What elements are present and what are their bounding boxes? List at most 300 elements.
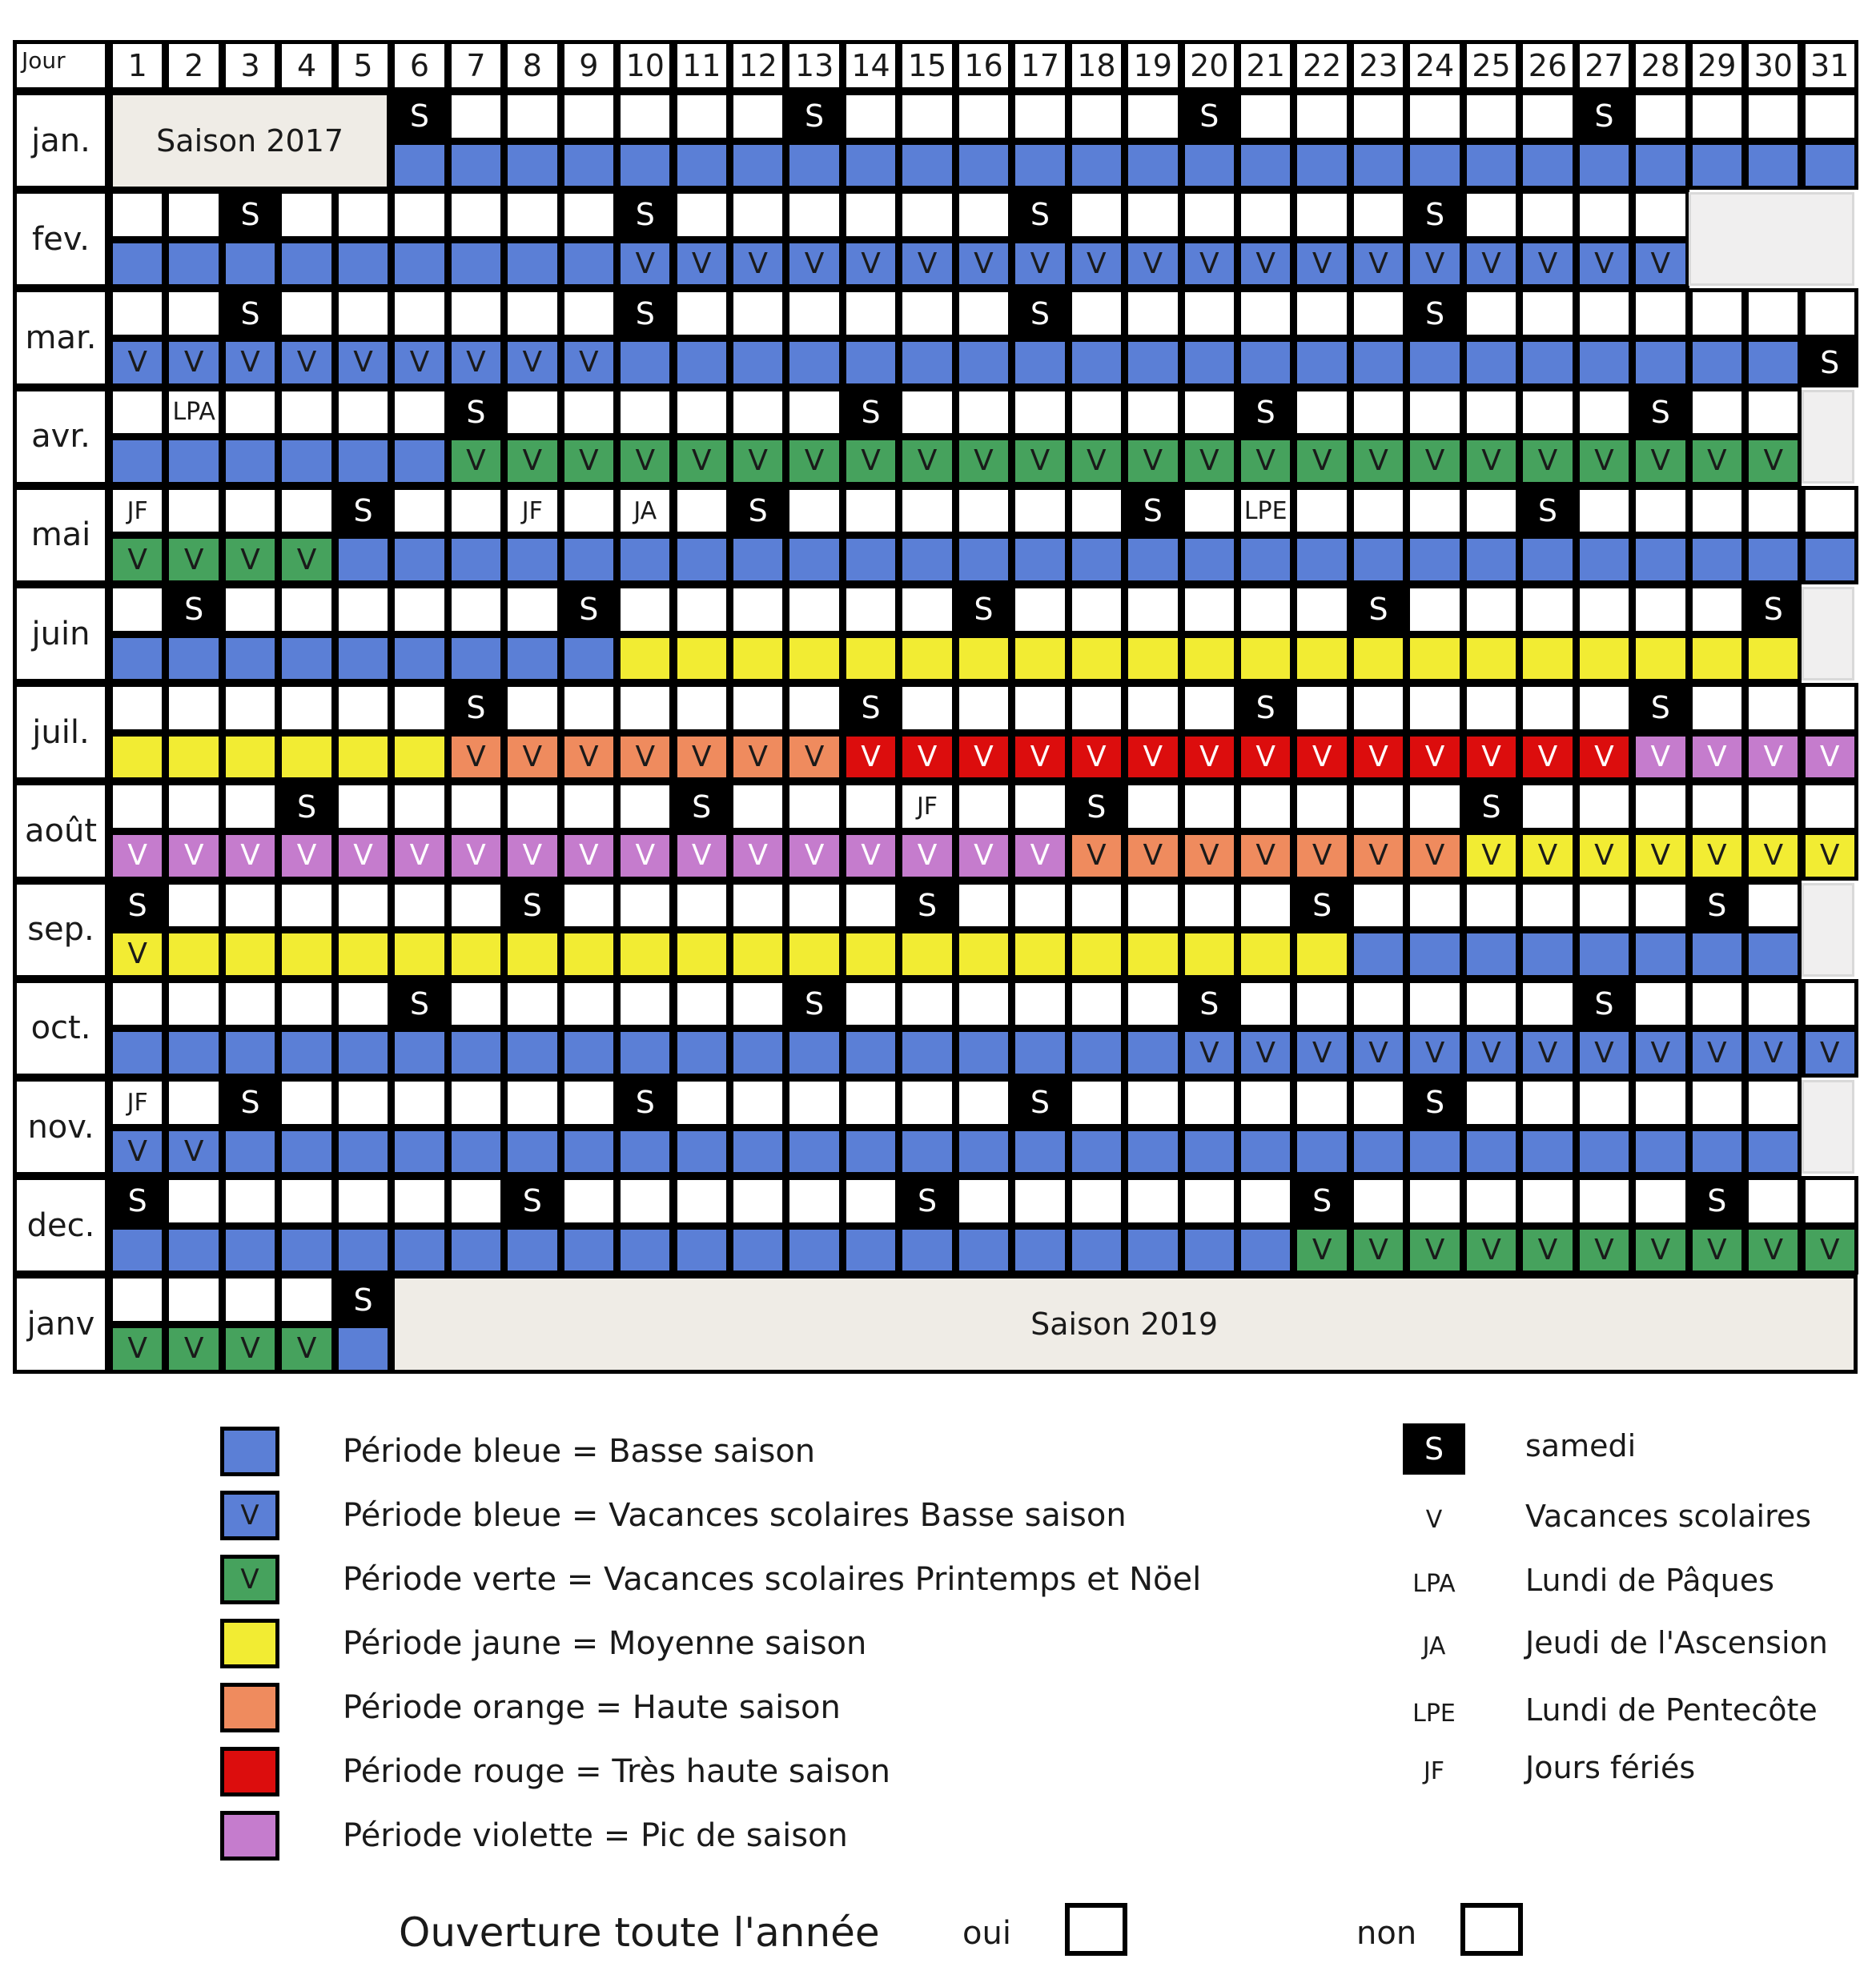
period-cell-violet[interactable]: V: [335, 831, 392, 881]
day-cell[interactable]: [278, 486, 335, 536]
period-cell-yellow[interactable]: [504, 929, 560, 979]
period-cell-blue[interactable]: V: [1068, 239, 1125, 289]
period-cell-blue[interactable]: [1237, 1127, 1294, 1177]
period-cell-blue[interactable]: [560, 1028, 617, 1078]
saturday-cell[interactable]: S: [165, 584, 222, 635]
period-cell-green[interactable]: V: [729, 436, 786, 486]
period-cell-blue[interactable]: [785, 535, 842, 584]
day-cell[interactable]: [617, 683, 673, 733]
period-cell-blue[interactable]: [1519, 929, 1576, 979]
day-cell[interactable]: [222, 683, 279, 733]
day-cell[interactable]: [898, 683, 955, 733]
day-cell[interactable]: [335, 979, 392, 1030]
saturday-cell[interactable]: S: [1519, 486, 1576, 536]
day-cell[interactable]: [898, 979, 955, 1030]
period-cell-yellow[interactable]: [673, 929, 730, 979]
day-cell[interactable]: [504, 190, 560, 240]
saturday-cell[interactable]: S: [560, 584, 617, 635]
day-cell[interactable]: [1463, 190, 1520, 240]
period-cell-blue[interactable]: V: [898, 239, 955, 289]
day-cell[interactable]: [448, 979, 504, 1030]
period-cell-blue[interactable]: [1011, 1028, 1068, 1078]
day-cell[interactable]: [1576, 486, 1633, 536]
period-cell-violet[interactable]: V: [1632, 733, 1689, 782]
day-cell[interactable]: [673, 190, 730, 240]
day-cell[interactable]: [1576, 683, 1633, 733]
period-cell-green[interactable]: V: [1293, 1226, 1350, 1275]
day-cell[interactable]: [1576, 1176, 1633, 1226]
day-cell[interactable]: [278, 1176, 335, 1226]
period-cell-blue[interactable]: [335, 1127, 392, 1177]
period-cell-blue[interactable]: [1124, 1028, 1181, 1078]
period-cell-blue[interactable]: [1689, 141, 1745, 191]
day-cell[interactable]: [1689, 387, 1745, 438]
day-cell[interactable]: [1689, 979, 1745, 1030]
day-cell[interactable]: [278, 1275, 335, 1325]
day-cell[interactable]: [222, 584, 279, 635]
saturday-cell[interactable]: S: [955, 584, 1012, 635]
period-cell-green[interactable]: V: [278, 1324, 335, 1374]
period-cell-violet[interactable]: V: [1011, 831, 1068, 881]
period-cell-yellow[interactable]: [1068, 929, 1125, 979]
period-cell-green[interactable]: V: [222, 535, 279, 584]
day-cell[interactable]: [1463, 1176, 1520, 1226]
day-cell[interactable]: [1802, 1176, 1858, 1226]
day-cell[interactable]: [391, 190, 448, 240]
period-cell-blue[interactable]: [448, 634, 504, 684]
period-cell-blue[interactable]: [448, 141, 504, 191]
day-cell[interactable]: [1689, 486, 1745, 536]
period-cell-violet[interactable]: V: [842, 831, 899, 881]
day-cell[interactable]: [1068, 881, 1125, 931]
period-cell-blue[interactable]: [1463, 338, 1520, 387]
day-cell[interactable]: [785, 486, 842, 536]
period-cell-orange[interactable]: V: [1068, 831, 1125, 881]
day-cell[interactable]: [1068, 683, 1125, 733]
day-cell[interactable]: [278, 288, 335, 339]
day-cell[interactable]: [1689, 91, 1745, 142]
period-cell-yellow[interactable]: [1237, 634, 1294, 684]
day-cell[interactable]: [391, 486, 448, 536]
day-cell[interactable]: [278, 190, 335, 240]
day-cell[interactable]: [448, 881, 504, 931]
period-cell-green[interactable]: V: [109, 1324, 166, 1374]
period-cell-blue[interactable]: [1745, 535, 1802, 584]
period-cell-blue[interactable]: [955, 1127, 1012, 1177]
day-cell[interactable]: [1350, 1078, 1407, 1128]
period-cell-yellow[interactable]: [165, 733, 222, 782]
period-cell-green[interactable]: V: [1181, 436, 1238, 486]
saturday-cell[interactable]: S: [335, 1275, 392, 1325]
period-cell-blue[interactable]: [1124, 535, 1181, 584]
day-cell[interactable]: [729, 190, 786, 240]
day-cell[interactable]: [617, 781, 673, 832]
period-cell-blue[interactable]: [1463, 929, 1520, 979]
day-cell[interactable]: [165, 486, 222, 536]
period-cell-blue[interactable]: [335, 239, 392, 289]
period-cell-blue[interactable]: V: [1124, 239, 1181, 289]
period-cell-red[interactable]: V: [1293, 733, 1350, 782]
oui-checkbox[interactable]: [1065, 1903, 1127, 1956]
period-cell-yellow[interactable]: [560, 929, 617, 979]
period-cell-blue[interactable]: [1011, 338, 1068, 387]
day-cell[interactable]: [165, 781, 222, 832]
day-cell[interactable]: [165, 190, 222, 240]
period-cell-yellow[interactable]: [1124, 634, 1181, 684]
period-cell-blue[interactable]: V: [1293, 239, 1350, 289]
saturday-cell[interactable]: S: [1011, 190, 1068, 240]
period-cell-violet[interactable]: V: [1802, 733, 1858, 782]
period-cell-green[interactable]: V: [1350, 1226, 1407, 1275]
period-cell-yellow[interactable]: [617, 634, 673, 684]
period-cell-green[interactable]: V: [955, 436, 1012, 486]
period-cell-orange[interactable]: V: [1350, 831, 1407, 881]
period-cell-blue[interactable]: [560, 634, 617, 684]
period-cell-violet[interactable]: V: [278, 831, 335, 881]
period-cell-yellow[interactable]: [785, 929, 842, 979]
day-cell[interactable]: [1463, 1078, 1520, 1128]
period-cell-green[interactable]: V: [1463, 1226, 1520, 1275]
saturday-cell[interactable]: S: [278, 781, 335, 832]
day-cell[interactable]: [1406, 781, 1463, 832]
day-cell[interactable]: [1124, 1176, 1181, 1226]
day-cell[interactable]: [1576, 288, 1633, 339]
day-cell[interactable]: [109, 387, 166, 438]
day-cell[interactable]: [955, 387, 1012, 438]
period-cell-blue[interactable]: [1293, 535, 1350, 584]
day-cell[interactable]: [1519, 91, 1576, 142]
day-cell[interactable]: [1068, 1078, 1125, 1128]
day-cell[interactable]: [1519, 288, 1576, 339]
day-cell[interactable]: [955, 781, 1012, 832]
day-cell[interactable]: [1406, 1176, 1463, 1226]
period-cell-blue[interactable]: V: [1689, 1028, 1745, 1078]
saturday-cell[interactable]: S: [504, 1176, 560, 1226]
period-cell-blue[interactable]: [504, 239, 560, 289]
period-cell-blue[interactable]: [842, 1028, 899, 1078]
period-cell-blue[interactable]: [785, 1226, 842, 1275]
day-cell[interactable]: [1350, 1176, 1407, 1226]
saturday-cell[interactable]: S: [109, 1176, 166, 1226]
day-cell[interactable]: [391, 584, 448, 635]
day-cell[interactable]: [842, 881, 899, 931]
period-cell-violet[interactable]: V: [673, 831, 730, 881]
day-cell[interactable]: [617, 1176, 673, 1226]
period-cell-blue[interactable]: [1689, 1127, 1745, 1177]
period-cell-red[interactable]: V: [898, 733, 955, 782]
day-cell[interactable]: [1181, 881, 1238, 931]
period-cell-blue[interactable]: V: [109, 338, 166, 387]
period-cell-blue[interactable]: V: [1632, 1028, 1689, 1078]
period-cell-green[interactable]: V: [165, 1324, 222, 1374]
period-cell-green[interactable]: V: [1068, 436, 1125, 486]
day-cell[interactable]: [448, 781, 504, 832]
period-cell-green[interactable]: V: [673, 436, 730, 486]
saturday-cell[interactable]: S: [504, 881, 560, 931]
day-cell[interactable]: [448, 190, 504, 240]
period-cell-blue[interactable]: [617, 338, 673, 387]
saturday-cell[interactable]: S: [673, 781, 730, 832]
period-cell-blue[interactable]: [560, 535, 617, 584]
period-cell-yellow[interactable]: [842, 929, 899, 979]
period-cell-red[interactable]: V: [1124, 733, 1181, 782]
day-cell[interactable]: [1632, 1176, 1689, 1226]
period-cell-yellow[interactable]: [335, 733, 392, 782]
period-cell-yellow[interactable]: [1181, 929, 1238, 979]
day-cell[interactable]: [955, 1078, 1012, 1128]
day-cell[interactable]: [1632, 979, 1689, 1030]
period-cell-violet[interactable]: V: [898, 831, 955, 881]
period-cell-green[interactable]: V: [1463, 436, 1520, 486]
period-cell-blue[interactable]: [1293, 1127, 1350, 1177]
day-cell[interactable]: [1181, 288, 1238, 339]
day-cell[interactable]: [1632, 91, 1689, 142]
period-cell-blue[interactable]: [955, 141, 1012, 191]
day-cell[interactable]: [1237, 584, 1294, 635]
day-cell[interactable]: [1406, 91, 1463, 142]
day-cell[interactable]: [109, 584, 166, 635]
day-cell[interactable]: [222, 1176, 279, 1226]
saturday-cell[interactable]: S: [898, 881, 955, 931]
period-cell-red[interactable]: V: [1068, 733, 1125, 782]
period-cell-blue[interactable]: [617, 1226, 673, 1275]
period-cell-yellow[interactable]: V: [1802, 831, 1858, 881]
day-cell[interactable]: [1745, 387, 1802, 438]
saturday-cell[interactable]: S: [222, 190, 279, 240]
period-cell-blue[interactable]: [109, 1226, 166, 1275]
period-cell-blue[interactable]: [335, 1226, 392, 1275]
day-cell[interactable]: [898, 584, 955, 635]
period-cell-yellow[interactable]: [673, 634, 730, 684]
period-cell-blue[interactable]: [842, 1226, 899, 1275]
day-cell[interactable]: [335, 881, 392, 931]
day-cell[interactable]: [165, 1176, 222, 1226]
day-cell[interactable]: [1124, 683, 1181, 733]
period-cell-blue[interactable]: V: [1576, 1028, 1633, 1078]
day-cell[interactable]: [785, 288, 842, 339]
period-cell-yellow[interactable]: [109, 733, 166, 782]
day-cell[interactable]: [504, 1078, 560, 1128]
day-cell[interactable]: [729, 91, 786, 142]
period-cell-blue[interactable]: V: [673, 239, 730, 289]
period-cell-yellow[interactable]: [1293, 929, 1350, 979]
day-cell[interactable]: [1745, 91, 1802, 142]
day-cell[interactable]: [842, 979, 899, 1030]
period-cell-blue[interactable]: [391, 1127, 448, 1177]
day-cell[interactable]: [335, 1078, 392, 1128]
period-cell-blue[interactable]: [1124, 1127, 1181, 1177]
day-cell[interactable]: [391, 781, 448, 832]
saturday-cell[interactable]: S: [1689, 1176, 1745, 1226]
period-cell-green[interactable]: V: [165, 535, 222, 584]
period-cell-green[interactable]: V: [1237, 436, 1294, 486]
period-cell-yellow[interactable]: [391, 929, 448, 979]
day-cell[interactable]: [617, 91, 673, 142]
day-cell[interactable]: [1802, 91, 1858, 142]
period-cell-yellow[interactable]: [1689, 634, 1745, 684]
period-cell-blue[interactable]: [222, 634, 279, 684]
period-cell-blue[interactable]: [1406, 929, 1463, 979]
day-cell[interactable]: [560, 881, 617, 931]
period-cell-blue[interactable]: [842, 535, 899, 584]
period-cell-blue[interactable]: V: [222, 338, 279, 387]
period-cell-blue[interactable]: [1632, 1127, 1689, 1177]
period-cell-green[interactable]: V: [109, 535, 166, 584]
period-cell-yellow[interactable]: V: [1519, 831, 1576, 881]
day-cell[interactable]: [1124, 190, 1181, 240]
day-cell[interactable]: [729, 683, 786, 733]
day-cell[interactable]: [1293, 486, 1350, 536]
saturday-cell[interactable]: S: [1011, 288, 1068, 339]
day-cell[interactable]: [504, 584, 560, 635]
day-cell[interactable]: [1406, 387, 1463, 438]
day-cell[interactable]: [1406, 979, 1463, 1030]
period-cell-blue[interactable]: [165, 1226, 222, 1275]
period-cell-blue[interactable]: [1745, 1127, 1802, 1177]
day-cell[interactable]: [1124, 979, 1181, 1030]
period-cell-violet[interactable]: V: [504, 831, 560, 881]
period-cell-yellow[interactable]: V: [109, 929, 166, 979]
period-cell-blue[interactable]: [335, 1324, 392, 1374]
period-cell-blue[interactable]: [729, 1226, 786, 1275]
day-cell[interactable]: [1124, 584, 1181, 635]
period-cell-yellow[interactable]: V: [1463, 831, 1520, 881]
saturday-cell[interactable]: S: [1406, 1078, 1463, 1128]
period-cell-blue[interactable]: [1689, 338, 1745, 387]
day-cell[interactable]: [1463, 881, 1520, 931]
period-cell-blue[interactable]: [1632, 535, 1689, 584]
saturday-cell[interactable]: S: [617, 1078, 673, 1128]
period-cell-yellow[interactable]: [1576, 634, 1633, 684]
period-cell-blue[interactable]: V: [1350, 239, 1407, 289]
period-cell-yellow[interactable]: [448, 929, 504, 979]
day-cell[interactable]: [842, 781, 899, 832]
period-cell-yellow[interactable]: [1011, 634, 1068, 684]
day-cell[interactable]: [1011, 979, 1068, 1030]
saturday-cell[interactable]: S: [1181, 979, 1238, 1030]
period-cell-violet[interactable]: V: [1745, 733, 1802, 782]
period-cell-blue[interactable]: V: [335, 338, 392, 387]
period-cell-red[interactable]: V: [842, 733, 899, 782]
day-cell[interactable]: [335, 683, 392, 733]
period-cell-blue[interactable]: V: [842, 239, 899, 289]
day-cell[interactable]: [1406, 881, 1463, 931]
day-cell[interactable]: [504, 979, 560, 1030]
period-cell-blue[interactable]: [1293, 141, 1350, 191]
day-cell[interactable]: [165, 288, 222, 339]
period-cell-blue[interactable]: [785, 1127, 842, 1177]
period-cell-yellow[interactable]: [165, 929, 222, 979]
period-cell-blue[interactable]: [1519, 1127, 1576, 1177]
day-cell[interactable]: [278, 979, 335, 1030]
day-cell[interactable]: [1519, 1176, 1576, 1226]
period-cell-yellow[interactable]: [1124, 929, 1181, 979]
day-cell[interactable]: [448, 1078, 504, 1128]
period-cell-blue[interactable]: [1068, 535, 1125, 584]
day-cell[interactable]: [335, 288, 392, 339]
holiday-cell[interactable]: JF: [504, 486, 560, 536]
day-cell[interactable]: [222, 1275, 279, 1325]
period-cell-blue[interactable]: [898, 535, 955, 584]
period-cell-blue[interactable]: [278, 1028, 335, 1078]
period-cell-blue[interactable]: [222, 1127, 279, 1177]
day-cell[interactable]: [560, 91, 617, 142]
saturday-cell[interactable]: S: [842, 387, 899, 438]
period-cell-blue[interactable]: V: [1745, 1028, 1802, 1078]
day-cell[interactable]: [1068, 486, 1125, 536]
day-cell[interactable]: [1068, 91, 1125, 142]
saturday-cell[interactable]: S: [222, 1078, 279, 1128]
day-cell[interactable]: [1745, 288, 1802, 339]
period-cell-violet[interactable]: V: [222, 831, 279, 881]
day-cell[interactable]: [109, 288, 166, 339]
period-cell-blue[interactable]: V: [1406, 1028, 1463, 1078]
period-cell-yellow[interactable]: [1068, 634, 1125, 684]
period-cell-yellow[interactable]: [842, 634, 899, 684]
period-cell-orange[interactable]: V: [1181, 831, 1238, 881]
period-cell-yellow[interactable]: [1632, 634, 1689, 684]
period-cell-blue[interactable]: [1745, 338, 1802, 387]
period-cell-blue[interactable]: [391, 436, 448, 486]
period-cell-red[interactable]: V: [955, 733, 1012, 782]
period-cell-blue[interactable]: [1632, 929, 1689, 979]
period-cell-blue[interactable]: [1463, 141, 1520, 191]
period-cell-blue[interactable]: [504, 1028, 560, 1078]
period-cell-blue[interactable]: [785, 338, 842, 387]
period-cell-blue[interactable]: [898, 338, 955, 387]
period-cell-blue[interactable]: [222, 436, 279, 486]
period-cell-blue[interactable]: V: [1237, 1028, 1294, 1078]
day-cell[interactable]: [1463, 91, 1520, 142]
holiday-cell[interactable]: LPA: [165, 387, 222, 438]
day-cell[interactable]: [448, 1176, 504, 1226]
day-cell[interactable]: [1519, 190, 1576, 240]
period-cell-blue[interactable]: [1350, 535, 1407, 584]
day-cell[interactable]: [673, 881, 730, 931]
day-cell[interactable]: [448, 91, 504, 142]
holiday-cell[interactable]: JF: [898, 781, 955, 832]
day-cell[interactable]: [785, 781, 842, 832]
day-cell[interactable]: [1237, 979, 1294, 1030]
saturday-cell[interactable]: S: [1689, 881, 1745, 931]
day-cell[interactable]: [109, 781, 166, 832]
period-cell-blue[interactable]: [335, 634, 392, 684]
day-cell[interactable]: [504, 387, 560, 438]
day-cell[interactable]: [448, 288, 504, 339]
day-cell[interactable]: [955, 881, 1012, 931]
day-cell[interactable]: [1802, 781, 1858, 832]
day-cell[interactable]: [898, 91, 955, 142]
saturday-cell[interactable]: S: [1632, 683, 1689, 733]
day-cell[interactable]: [673, 486, 730, 536]
period-cell-blue[interactable]: [1068, 141, 1125, 191]
saturday-cell[interactable]: S: [617, 288, 673, 339]
day-cell[interactable]: [1293, 584, 1350, 635]
day-cell[interactable]: [1519, 387, 1576, 438]
period-cell-blue[interactable]: V: [1576, 239, 1633, 289]
day-cell[interactable]: [1519, 781, 1576, 832]
day-cell[interactable]: [504, 781, 560, 832]
period-cell-green[interactable]: V: [1519, 1226, 1576, 1275]
day-cell[interactable]: [1011, 584, 1068, 635]
period-cell-blue[interactable]: [673, 1028, 730, 1078]
period-cell-red[interactable]: V: [1237, 733, 1294, 782]
period-cell-yellow[interactable]: [335, 929, 392, 979]
day-cell[interactable]: [729, 288, 786, 339]
period-cell-blue[interactable]: [448, 239, 504, 289]
period-cell-red[interactable]: V: [1519, 733, 1576, 782]
period-cell-green[interactable]: V: [1689, 436, 1745, 486]
